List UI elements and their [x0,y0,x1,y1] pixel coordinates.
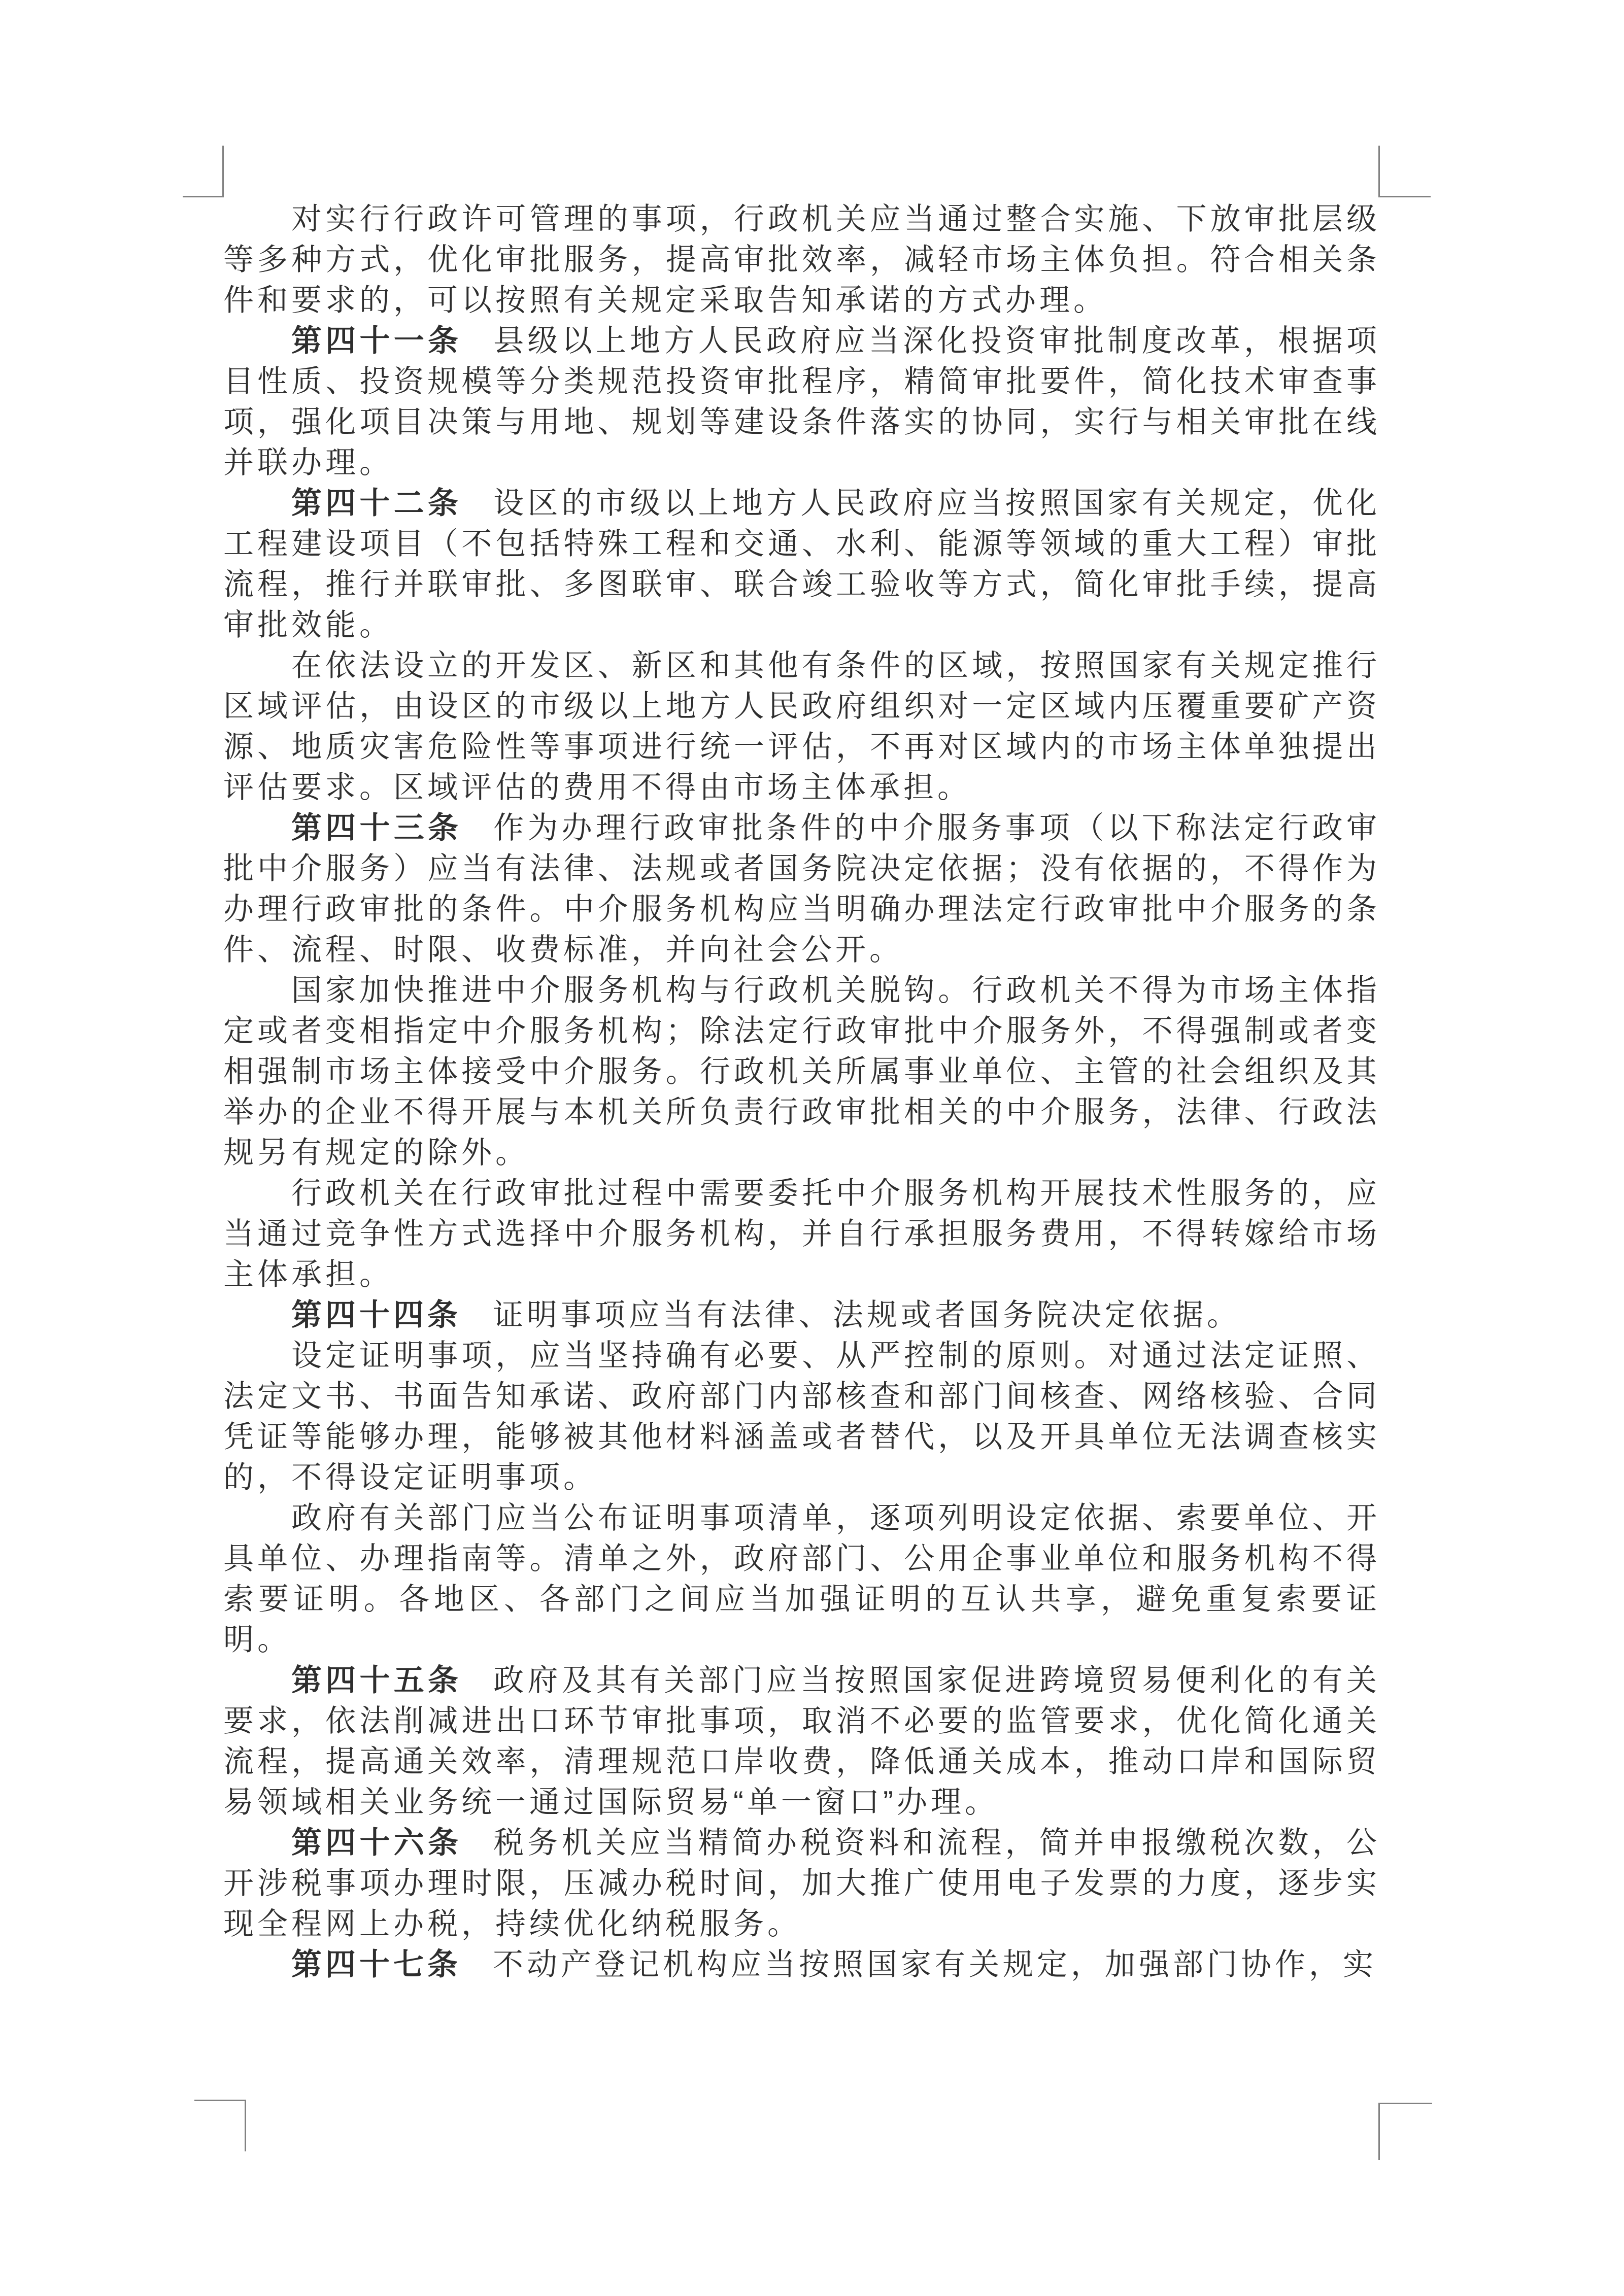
paragraph [223,1944,1380,1985]
paragraph-text: 证明事项应当有法律、法规或者国务院决定依据。 [493,1298,1241,1332]
paragraph-text: 在依法设立的开发区、新区和其他有条件的区域，按照国家有关规定推行区域评估，由设区的市级以上地方人民政府组织对一定区域内压覆重要矿产资源、地质灾害危险性等事项进行统一评估，不再对区域内的市场主体单独提出评估要求。区域评估的费用不得由市场主体承担。 [223,648,1380,804]
paragraph [223,1498,1380,1660]
paragraph [223,1173,1380,1295]
paragraph [223,483,1380,645]
paragraph-text: 政府有关部门应当公布证明事项清单，逐项列明设定依据、索要单位、开具单位、办理指南等。清单之外，政府部门、公用企事业单位和服务机构不得索要证明。各地区、各部门之间应当加强证明的互认共享，避免重复索要证明。 [223,1501,1380,1657]
paragraph [223,645,1380,808]
crop-mark-bottom-left [194,2100,246,2151]
article-number-label: 第四十五条 [291,1663,462,1697]
paragraph [223,1295,1380,1335]
paragraph-text: 县级以上地方人民政府应当深化投资审批制度改革，根据项目性质、投资规模等分类规范投资审批程序，精简审批要件，简化技术审查事项，强化项目决策与用地、规划等建设条件落实的协同，实行与相关审批在线并联办理。 [223,324,1381,479]
crop-mark-bottom-right [1378,2103,1432,2160]
article-number-label: 第四十二条 [291,486,462,520]
crop-mark-top-right [1378,146,1431,197]
paragraph [223,1823,1380,1944]
article-number-label: 第四十一条 [291,324,462,358]
paragraph-text: 行政机关在行政审批过程中需要委托中介服务机构开展技术性服务的，应当通过竞争性方式选择中介服务机构，并自行承担服务费用，不得转嫁给市场主体承担。 [223,1176,1380,1291]
paragraph [223,199,1380,321]
crop-mark-top-left [183,146,224,197]
paragraph-text: 对实行行政许可管理的事项，行政机关应当通过整合实施、下放审批层级等多种方式，优化审批服务，提高审批效率，减轻市场主体负担。符合相关条件和要求的，可以按照有关规定采取告知承诺的方式办理。 [223,202,1380,317]
paragraph-text: 设定证明事项，应当坚持确有必要、从严控制的原则。对通过法定证照、法定文书、书面告知承诺、政府部门内部核查和部门间核查、网络核验、合同凭证等能够办理，能够被其他材料涵盖或者替代，以及开具单位无法调查核实的，不得设定证明事项。 [223,1339,1380,1494]
document-text-block [223,199,1380,1985]
article-number-label: 第四十七条 [291,1947,461,1981]
article-number-label: 第四十三条 [291,811,462,845]
paragraph [223,1660,1380,1823]
paragraph-text: 税务机关应当精简办税资料和流程，简并申报缴税次数，公开涉税事项办理时限，压减办税时间，加大推广使用电子发票的力度，逐步实现全程网上办税，持续优化纳税服务。 [223,1826,1381,1941]
paragraph [223,808,1380,970]
paragraph [223,1335,1380,1498]
paragraph-text: 设区的市级以上地方人民政府应当按照国家有关规定，优化工程建设项目（不包括特殊工程和交通、水利、能源等领域的重大工程）审批流程，推行并联审批、多图联审、联合竣工验收等方式，简化审批手续，提高审批效能。 [223,486,1381,642]
paragraph-text: 作为办理行政审批条件的中介服务事项（以下称法定行政审批中介服务）应当有法律、法规或者国务院决定依据；没有依据的，不得作为办理行政审批的条件。中介服务机构应当明确办理法定行政审批中介服务的条件、流程、时限、收费标准，并向社会公开。 [223,811,1381,967]
paragraph [223,970,1380,1173]
paragraph [223,321,1380,483]
paragraph-text: 国家加快推进中介服务机构与行政机关脱钩。行政机关不得为市场主体指定或者变相指定中介服务机构；除法定行政审批中介服务外，不得强制或者变相强制市场主体接受中介服务。行政机关所属事业单位、主管的社会组织及其举办的企业不得开展与本机关所负责行政审批相关的中介服务，法律、行政法规另有规定的除外。 [223,973,1380,1170]
article-number-label: 第四十六条 [291,1826,462,1860]
article-number-label: 第四十四条 [291,1298,461,1332]
paragraph-text: 政府及其有关部门应当按照国家促进跨境贸易便利化的有关要求，依法削减进出口环节审批事项，取消不必要的监管要求，优化简化通关流程，提高通关效率，清理规范口岸收费，降低通关成本，推动口岸和国际贸易领域相关业务统一通过国际贸易“单一窗口”办理。 [223,1663,1381,1819]
paragraph-text: 不动产登记机构应当按照国家有关规定，加强部门协作，实 [493,1947,1377,1981]
